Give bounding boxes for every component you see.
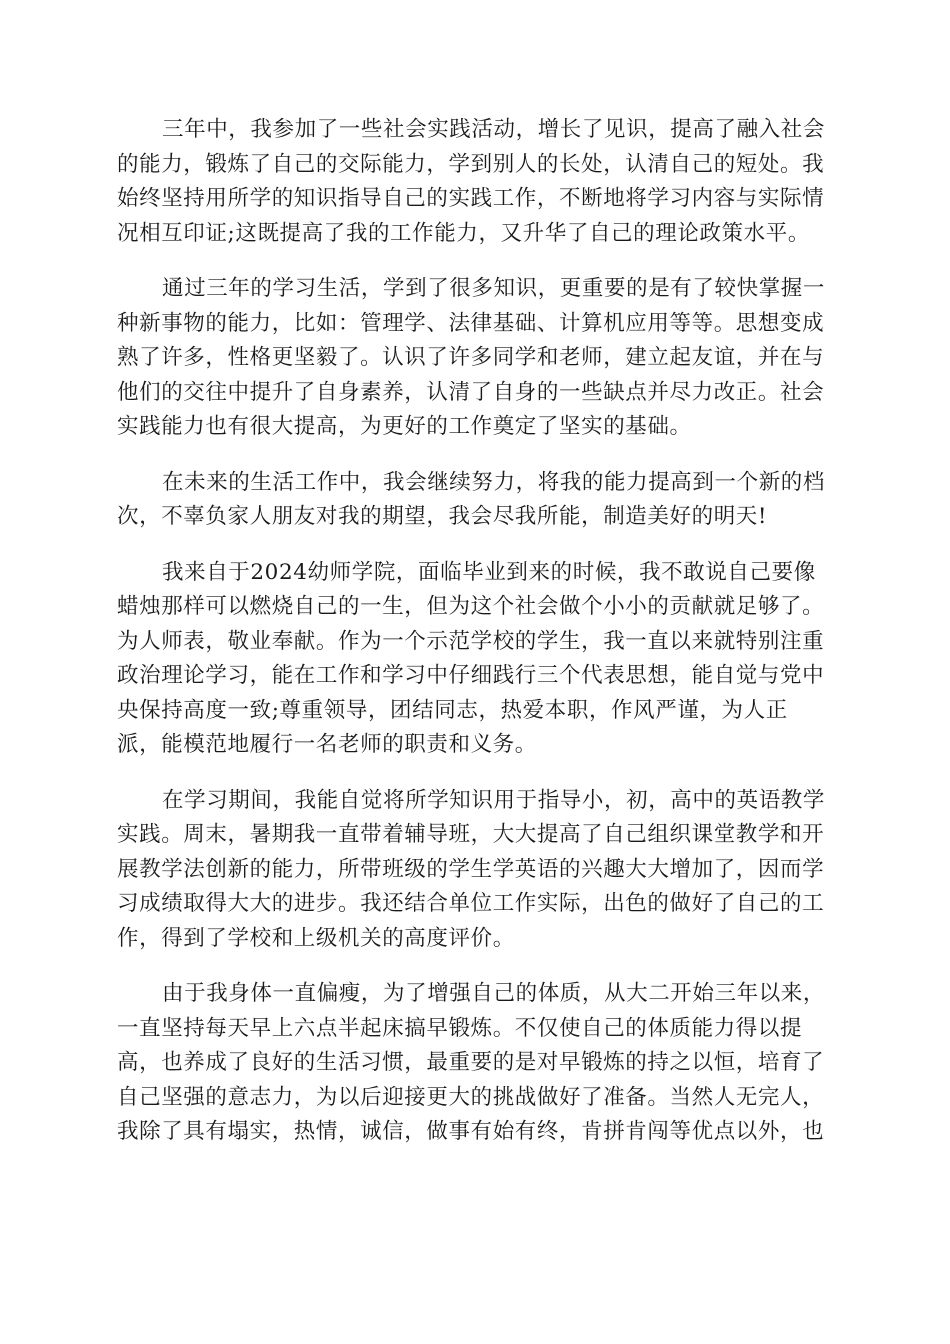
paragraph-teaching	[117, 784, 833, 957]
paragraph-study-life	[117, 272, 833, 445]
text-line: 实践。周末，暑期我一直带着辅导班，大大提高了自己组织课堂教学和开	[117, 822, 825, 847]
text-line: 始终坚持用所学的知识指导自己的实践工作，不断地将学习内容与实际情	[117, 186, 825, 211]
text-line: 派，能模范地履行一名老师的职责和义务。	[117, 732, 537, 757]
text-line: 种新事物的能力，比如：管理学、法律基础、计算机应用等等。思想变成	[117, 310, 825, 336]
text-line: 通过三年的学习生活，学到了很多知识，更重要的是有了较快掌握一	[162, 276, 826, 301]
paragraph-social-practice	[117, 113, 833, 251]
text-line: 央保持高度一致;尊重领导，团结同志，热爱本职，作风严谨，为人正	[117, 697, 788, 723]
text-line: 在未来的生活工作中，我会继续努力，将我的能力提高到一个新的档	[162, 469, 826, 495]
text-line: 一直坚持每天早上六点半起床搞早锻炼。不仅使自己的体质能力得以提	[117, 1015, 803, 1041]
text-line: 高，也养成了良好的生活习惯，最重要的是对早锻炼的持之以恒，培育了	[117, 1050, 825, 1075]
text-line: 三年中，我参加了一些社会实践活动，增长了见识，提高了融入社会	[162, 117, 826, 142]
text-line: 实践能力也有很大提高，为更好的工作奠定了坚实的基础。	[117, 414, 692, 439]
text-line: 我来自于2024幼师学院，面临毕业到来的时候，我不敢说自己要像	[162, 559, 816, 585]
text-line: 蜡烛那样可以燃烧自己的一生，但为这个社会做个小小的贡献就足够了。	[117, 594, 825, 619]
text-line: 的能力，锻炼了自己的交际能力，学到别人的长处，认清自己的短处。我	[117, 151, 825, 177]
paragraph-future	[117, 466, 833, 535]
text-line: 政治理论学习，能在工作和学习中仔细践行三个代表思想，能自觉与党中	[117, 663, 825, 688]
text-line: 作，得到了学校和上级机关的高度评价。	[117, 925, 515, 951]
text-line: 习成绩取得大大的进步。我还结合单位工作实际，出色的做好了自己的工	[117, 891, 825, 916]
text-line: 展教学法创新的能力，所带班级的学生学英语的兴趣大大增加了，因而学	[117, 856, 825, 882]
text-line: 熟了许多，性格更坚毅了。认识了许多同学和老师，建立起友谊，并在与	[117, 345, 825, 370]
text-line: 我除了具有塌实，热情，诚信，做事有始有终，肯拼肯闯等优点以外，也	[117, 1119, 825, 1144]
text-line: 由于我身体一直偏瘦，为了增强自己的体质，从大二开始三年以来，	[162, 981, 826, 1006]
paragraph-physical-fitness	[117, 977, 833, 1150]
paragraph-introduction	[117, 556, 833, 763]
text-line: 在学习期间，我能自觉将所学知识用于指导小，初，高中的英语教学	[162, 787, 826, 813]
text-line: 次，不辜负家人朋友对我的期望，我会尽我所能，制造美好的明天!	[117, 504, 768, 529]
document-body	[117, 113, 833, 1171]
text-line: 他们的交往中提升了自身素养，认清了自身的一些缺点并尽力改正。社会	[117, 379, 825, 405]
text-line: 自己坚强的意志力，为以后迎接更大的挑战做好了准备。当然人无完人，	[117, 1084, 825, 1110]
text-line: 为人师表，敬业奉献。作为一个示范学校的学生，我一直以来就特别注重	[117, 628, 825, 654]
text-line: 况相互印证;这既提高了我的工作能力，又升华了自己的理论政策水平。	[117, 220, 810, 246]
